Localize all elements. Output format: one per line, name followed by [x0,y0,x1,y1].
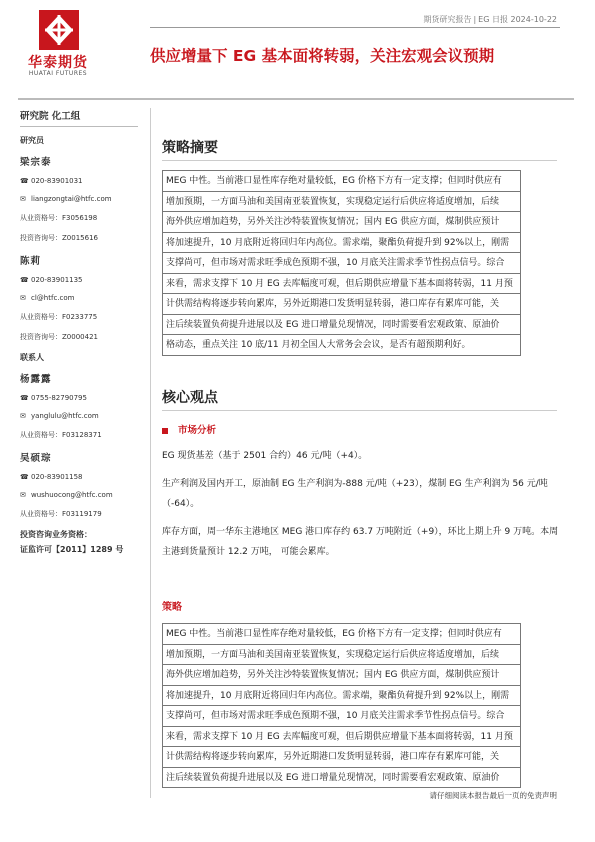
bullet-square-icon [162,428,168,434]
report-date: 2024-10-22 [510,15,557,24]
summary-line: 计供需结构将逐步转向累库，另外近期港口发货明显转弱，港口库存有累库可能，关 [162,293,521,315]
strategy-line: MEG 中性。当前港口显性库存绝对量较低，EG 价格下方有一定支撑；但同时供应有 [162,623,521,645]
permit-number: 证监许可【2011】1289 号 [20,545,124,554]
contact-phone: ☎ 020-83901158 [20,473,83,481]
email-icon: ✉ [20,195,26,203]
strategy-line: 海外供应增加趋势，另外关注沙特装置恢复情况；国内 EG 供应方面，煤制供应预计 [162,664,521,686]
profit-paragraph: 生产利润及国内开工，原油制 EG 生产利润为-888 元/吨（+23），煤制 EG 生产利润为 56 元/吨（-64）。 [162,479,548,509]
role-researcher: 研究员 [20,136,44,145]
analyst-sidebar [20,108,138,558]
market-analysis-heading: 市场分析 [162,422,216,436]
strategy-line: 来看，需求支撑下 10 月 EG 去库幅度可观，但后期供应增量下基本面将转弱，11 月预 [162,726,521,748]
summary-text [162,170,521,355]
analyst-email[interactable]: ✉ cl@htfc.com [20,294,75,302]
analyst-license: 从业资格号：F0233775 [20,313,98,321]
report-type: 期货研究报告 [423,15,472,24]
analyst-name: 陈莉 [20,256,42,267]
summary-line: 来看，需求支撑下 10 月 EG 去库幅度可观，但后期供应增量下基本面将转弱，11 月预 [162,273,521,295]
core-rule [162,410,557,411]
logo-text-cn: 华泰期货 [28,55,88,71]
email-icon: ✉ [20,412,26,420]
summary-title: 策略摘要 [162,140,218,156]
phone-icon: ☎ [20,177,29,185]
phone-icon: ☎ [20,394,29,402]
summary-line: 增加预期，一方面马油和美国南亚装置恢复，实现稳定运行后供应将适度增加，后续 [162,191,521,213]
strategy-text [162,623,521,787]
phone-icon: ☎ [20,276,29,284]
top-divider [18,98,574,100]
contact-license: 从业资格号：F03128371 [20,431,102,439]
contact-phone: ☎ 0755-82790795 [20,394,87,402]
analyst-name: 梁宗泰 [20,157,52,168]
summary-line: 支撑尚可，但市场对需求旺季成色预期不强，10 月底关注需求季节性拐点信号。综合 [162,252,521,274]
strategy-heading: 策略 [162,602,182,613]
strategy-line: 计供需结构将逐步转向累库，另外近期港口发货明显转弱，港口库存有累库可能，关 [162,746,521,768]
phone-icon: ☎ [20,473,29,481]
contact-name: 吴硕琮 [20,453,52,464]
analyst-license: 从业资格号：F3056198 [20,214,98,222]
column-divider [150,108,151,798]
strategy-line: 支撑尚可，但市场对需求旺季成色预期不强，10 月底关注需求季节性拐点信号。综合 [162,705,521,727]
role-contact: 联系人 [20,353,44,362]
analyst-phone: ☎ 020-83901031 [20,177,83,185]
summary-line: MEG 中性。当前港口显性库存绝对量较低，EG 价格下方有一定支撑；但同时供应有 [162,170,521,192]
page-title: 供应增量下 EG 基本面将转弱，关注宏观会议预期 [150,47,495,65]
inventory-paragraph: 库存方面，周一华东主港地区 MEG 港口库存约 63.7 万吨附近（+9），环比上期上升 9 万吨。本周主港到货量预计 12.2 万吨， 可能会累库。 [162,527,559,557]
company-logo [18,10,98,80]
header-divider [150,27,560,28]
disclaimer-footer: 请仔细阅读本报告最后一页的免责声明 [429,791,557,800]
strategy-line: 注后续装置负荷提升进展以及 EG 进口增量兑现情况，同时需要看宏观政策、原油价 [162,767,521,789]
contact-name: 杨露露 [20,374,52,385]
email-icon: ✉ [20,294,26,302]
basis-paragraph: EG 现货基差（基于 2501 合约）46 元/吨（+4）。 [162,451,368,461]
qualification-label: 投资咨询业务资格： [20,530,92,539]
analyst-invest-no: 投资咨询号：Z0015616 [20,234,98,242]
core-title: 核心观点 [162,390,218,406]
summary-line: 格动态，重点关注 10 底/11 月初全国人大常务会会议，是否有超预期利好。 [162,334,521,356]
analyst-phone: ☎ 020-83901135 [20,276,83,284]
strategy-line: 将加速提升，10 月底附近将回归年内高位。需求端，聚酯负荷提升到 92%以上，刚需 [162,685,521,707]
strategy-line: 增加预期，一方面马油和美国南亚装置恢复，实现稳定运行后供应将适度增加，后续 [162,644,521,666]
logo-mark-icon [39,10,79,50]
email-icon: ✉ [20,491,26,499]
contact-email[interactable]: ✉ wushuocong@htfc.com [20,491,113,499]
summary-line: 将加速提升，10 月底附近将回归年内高位。需求端，聚酯负荷提升到 92%以上，刚需 [162,232,521,254]
contact-email[interactable]: ✉ yanglulu@htfc.com [20,412,99,420]
summary-line: 海外供应增加趋势，另外关注沙特装置恢复情况；国内 EG 供应方面，煤制供应预计 [162,211,521,233]
report-daily: EG 日报 [478,15,508,24]
analyst-email[interactable]: ✉ liangzongtai@htfc.com [20,195,112,203]
report-meta: 期货研究报告 | EG 日报 2024-10-22 [423,15,557,24]
summary-line: 注后续装置负荷提升进展以及 EG 进口增量兑现情况，同时需要看宏观政策、原油价 [162,314,521,336]
contact-license: 从业资格号：F03119179 [20,510,102,518]
analyst-invest-no: 投资咨询号：Z0000421 [20,333,98,341]
logo-text-en: HUATAI FUTURES [28,70,88,77]
department: 研究院 化工组 [20,108,138,127]
summary-rule [162,160,557,161]
